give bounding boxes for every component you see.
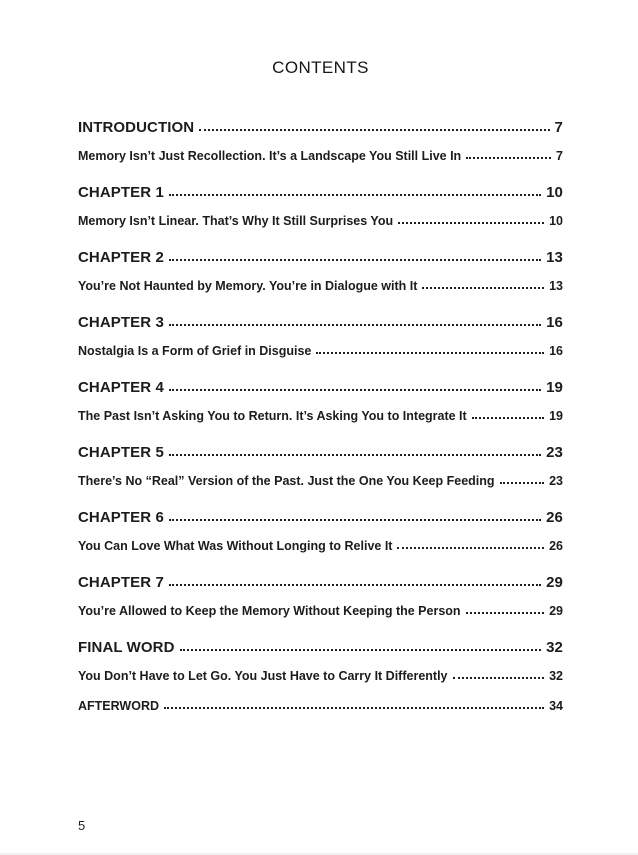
toc-entry-page: 13 — [546, 249, 563, 266]
toc-entry-page: 10 — [546, 184, 563, 201]
toc-entry-page: 7 — [554, 119, 563, 136]
toc-entry-page: 13 — [549, 279, 563, 293]
toc-entry-label: CHAPTER 4 — [78, 379, 164, 396]
toc-entry[interactable] — [78, 121, 563, 135]
toc-entry[interactable] — [78, 280, 563, 293]
dot-leader — [169, 519, 541, 521]
toc-entry[interactable] — [78, 511, 563, 525]
toc-entry-label: CHAPTER 7 — [78, 574, 164, 591]
dot-leader — [169, 194, 541, 196]
toc-entry-label: You’re Not Haunted by Memory. You’re in Dialogue with It — [78, 279, 418, 293]
dot-leader — [453, 677, 545, 679]
dot-leader — [397, 547, 544, 549]
toc-entry-page: 10 — [549, 214, 563, 228]
toc-entry[interactable] — [78, 186, 563, 200]
dot-leader — [169, 324, 541, 326]
toc-entry-page: 23 — [546, 444, 563, 461]
toc-entry-page: 32 — [549, 669, 563, 683]
toc-entry-label: Memory Isn’t Just Recollection. It’s a Landscape You Still Live In — [78, 149, 462, 163]
page-number: 5 — [78, 818, 86, 833]
toc-entry-label: INTRODUCTION — [78, 119, 195, 136]
dot-leader — [466, 157, 551, 159]
toc-entry[interactable] — [78, 700, 563, 713]
toc-entry-label: You’re Allowed to Keep the Memory Without Keeping the Person — [78, 604, 461, 618]
toc-entry[interactable] — [78, 475, 563, 488]
toc-entry-label: CHAPTER 5 — [78, 444, 164, 461]
dot-leader — [398, 222, 544, 224]
toc-entry[interactable] — [78, 381, 563, 395]
toc-entry-label: You Can Love What Was Without Longing to Relive It — [78, 539, 393, 553]
toc-entry[interactable] — [78, 446, 563, 460]
toc-entry-label: CHAPTER 1 — [78, 184, 164, 201]
dot-leader — [472, 417, 544, 419]
toc-entry-page: 29 — [546, 574, 563, 591]
toc-entry[interactable] — [78, 576, 563, 590]
dot-leader — [169, 584, 541, 586]
toc-entry[interactable] — [78, 345, 563, 358]
toc-entry-label: Memory Isn’t Linear. That’s Why It Still Surprises You — [78, 214, 394, 228]
dot-leader — [500, 482, 545, 484]
dot-leader — [169, 389, 541, 391]
dot-leader — [169, 454, 541, 456]
dot-leader — [180, 649, 542, 651]
page-title: CONTENTS — [272, 58, 369, 77]
dot-leader — [169, 259, 541, 261]
toc-entry-label: CHAPTER 3 — [78, 314, 164, 331]
toc-entry-label: You Don’t Have to Let Go. You Just Have to Carry It Differently — [78, 669, 448, 683]
toc-list — [78, 121, 563, 713]
toc-entry[interactable] — [78, 670, 563, 683]
toc-entry-page: 7 — [556, 149, 563, 163]
toc-entry-label: CHAPTER 6 — [78, 509, 164, 526]
page-content — [78, 0, 563, 713]
toc-entry-label: AFTERWORD — [78, 699, 160, 713]
toc-entry-page: 19 — [546, 379, 563, 396]
dot-leader — [199, 129, 549, 131]
toc-entry[interactable] — [78, 641, 563, 655]
dot-leader — [316, 352, 544, 354]
toc-entry-page: 34 — [549, 699, 563, 713]
toc-entry-page: 26 — [546, 509, 563, 526]
toc-entry[interactable] — [78, 215, 563, 228]
dot-leader — [164, 707, 544, 709]
toc-entry[interactable] — [78, 316, 563, 330]
toc-entry-page: 19 — [549, 409, 563, 423]
toc-entry-page: 26 — [549, 539, 563, 553]
toc-entry-label: FINAL WORD — [78, 639, 175, 656]
toc-entry-label: The Past Isn’t Asking You to Return. It’s Asking You to Integrate It — [78, 409, 467, 423]
dot-leader — [466, 612, 545, 614]
toc-entry[interactable] — [78, 251, 563, 265]
toc-entry-label: CHAPTER 2 — [78, 249, 164, 266]
toc-entry[interactable] — [78, 410, 563, 423]
toc-entry[interactable] — [78, 540, 563, 553]
toc-entry-page: 16 — [549, 344, 563, 358]
toc-entry[interactable] — [78, 150, 563, 163]
toc-entry-label: There’s No “Real” Version of the Past. Just the One You Keep Feeding — [78, 474, 495, 488]
dot-leader — [422, 287, 544, 289]
toc-entry-label: Nostalgia Is a Form of Grief in Disguise — [78, 344, 312, 358]
toc-entry-page: 29 — [549, 604, 563, 618]
toc-entry-page: 32 — [546, 639, 563, 656]
toc-entry-page: 23 — [549, 474, 563, 488]
toc-entry-page: 16 — [546, 314, 563, 331]
toc-entry[interactable] — [78, 605, 563, 618]
